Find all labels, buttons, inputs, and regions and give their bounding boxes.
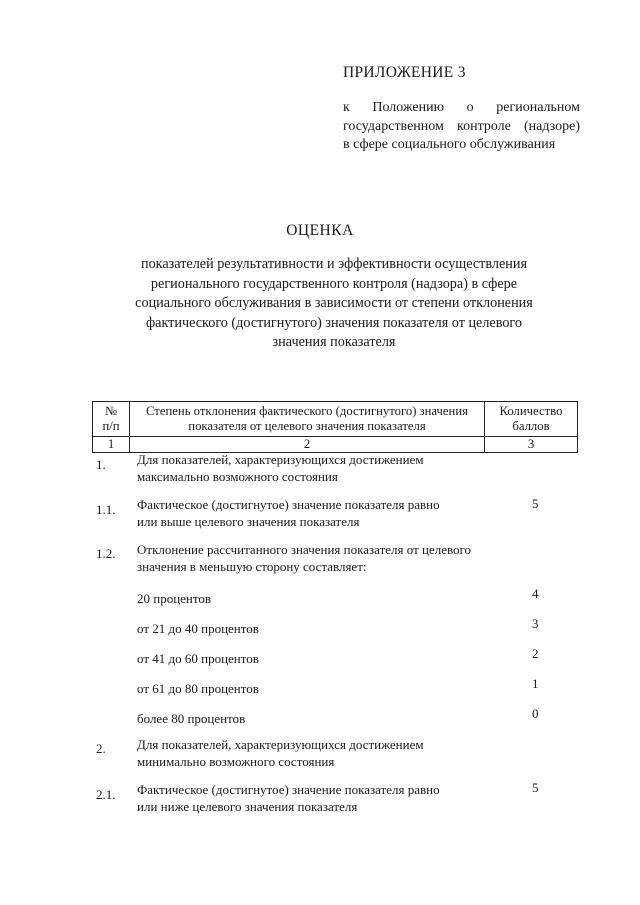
row-text: [137, 782, 479, 815]
col-deviation-line: показателя от целевого значения показателя: [188, 419, 426, 433]
row-text-line: Для показателей, характеризующихся достижением: [137, 737, 424, 752]
col-index-1: 1: [93, 437, 130, 453]
regulation-reference-line: государственном контроле (надзоре): [343, 118, 580, 134]
row-text: [137, 542, 477, 575]
score-value: 5: [532, 496, 539, 511]
row-text-line: Фактическое (достигнутое) значение показателя равно: [137, 497, 440, 512]
score-value: 3: [532, 616, 539, 631]
row-text-line: минимально возможного состояния: [137, 753, 335, 769]
subtitle-line: социального обслуживания в зависимости от степени отклонения: [135, 295, 533, 311]
col-number-line: п/п: [102, 419, 120, 433]
row-text-line: или ниже целевого значения показателя: [137, 798, 358, 814]
deviation-range: более 80 процентов: [137, 711, 246, 726]
score-value: 0: [532, 706, 539, 721]
deviation-range: от 21 до 40 процентов: [137, 621, 259, 636]
table-header-row: [93, 402, 578, 437]
col-deviation-line: Степень отклонения фактического (достигнутого) значения: [146, 404, 468, 418]
table-numbering-row: [93, 437, 578, 453]
score-value: 5: [532, 780, 539, 795]
deviation-range: от 41 до 60 процентов: [137, 651, 259, 666]
row-number: 2.1.: [96, 787, 116, 802]
document-title: ОЦЕНКА: [286, 222, 354, 239]
score-value: 1: [532, 676, 539, 691]
col-index-3: 3: [485, 437, 578, 453]
row-text: [137, 737, 479, 770]
document-subtitle: [110, 255, 558, 353]
col-number-header: [93, 402, 130, 437]
row-text-line: максимально возможного состояния: [137, 468, 338, 484]
subtitle-line: фактического (достигнутого) значения показателя от целевого: [145, 314, 522, 331]
row-number: 1.2.: [96, 546, 116, 561]
appendix-label: ПРИЛОЖЕНИЕ 3: [343, 64, 466, 81]
row-text-line: или выше целевого значения показателя: [137, 513, 360, 529]
score-value: 4: [532, 586, 539, 601]
assessment-table-header: [92, 401, 578, 453]
col-points-line: Количество: [499, 404, 563, 418]
subtitle-line: показателей результативности и эффективности осуществления: [141, 256, 527, 272]
regulation-reference-line: в сфере социального обслуживания: [343, 137, 556, 152]
row-text-line: Отклонение рассчитанного значения показателя от целевого: [137, 542, 472, 557]
deviation-range: 20 процентов: [137, 591, 212, 606]
row-number: 2.: [96, 741, 106, 756]
deviation-range: от 61 до 80 процентов: [137, 681, 259, 696]
row-text: [137, 452, 475, 485]
regulation-reference-line: к Положению о региональном: [343, 100, 580, 115]
row-number: 1.1.: [96, 502, 116, 517]
row-number: 1.: [96, 457, 106, 472]
col-index-2: 2: [130, 437, 485, 453]
col-points-line: баллов: [512, 419, 550, 433]
score-value: 2: [532, 646, 539, 661]
col-points-header: [485, 402, 578, 437]
col-deviation-header: [130, 402, 485, 437]
row-text-line: значения в меньшую сторону составляет:: [137, 558, 367, 574]
regulation-reference: [343, 99, 580, 155]
col-number-line: №: [104, 404, 118, 418]
subtitle-line: регионального государственного контроля (надзора) в сфере: [150, 275, 518, 292]
row-text-line: Фактическое (достигнутое) значение показателя равно: [137, 782, 440, 797]
row-text: [137, 497, 477, 530]
subtitle-line: значения показателя: [272, 334, 396, 350]
row-text-line: Для показателей, характеризующихся достижением: [137, 452, 424, 467]
